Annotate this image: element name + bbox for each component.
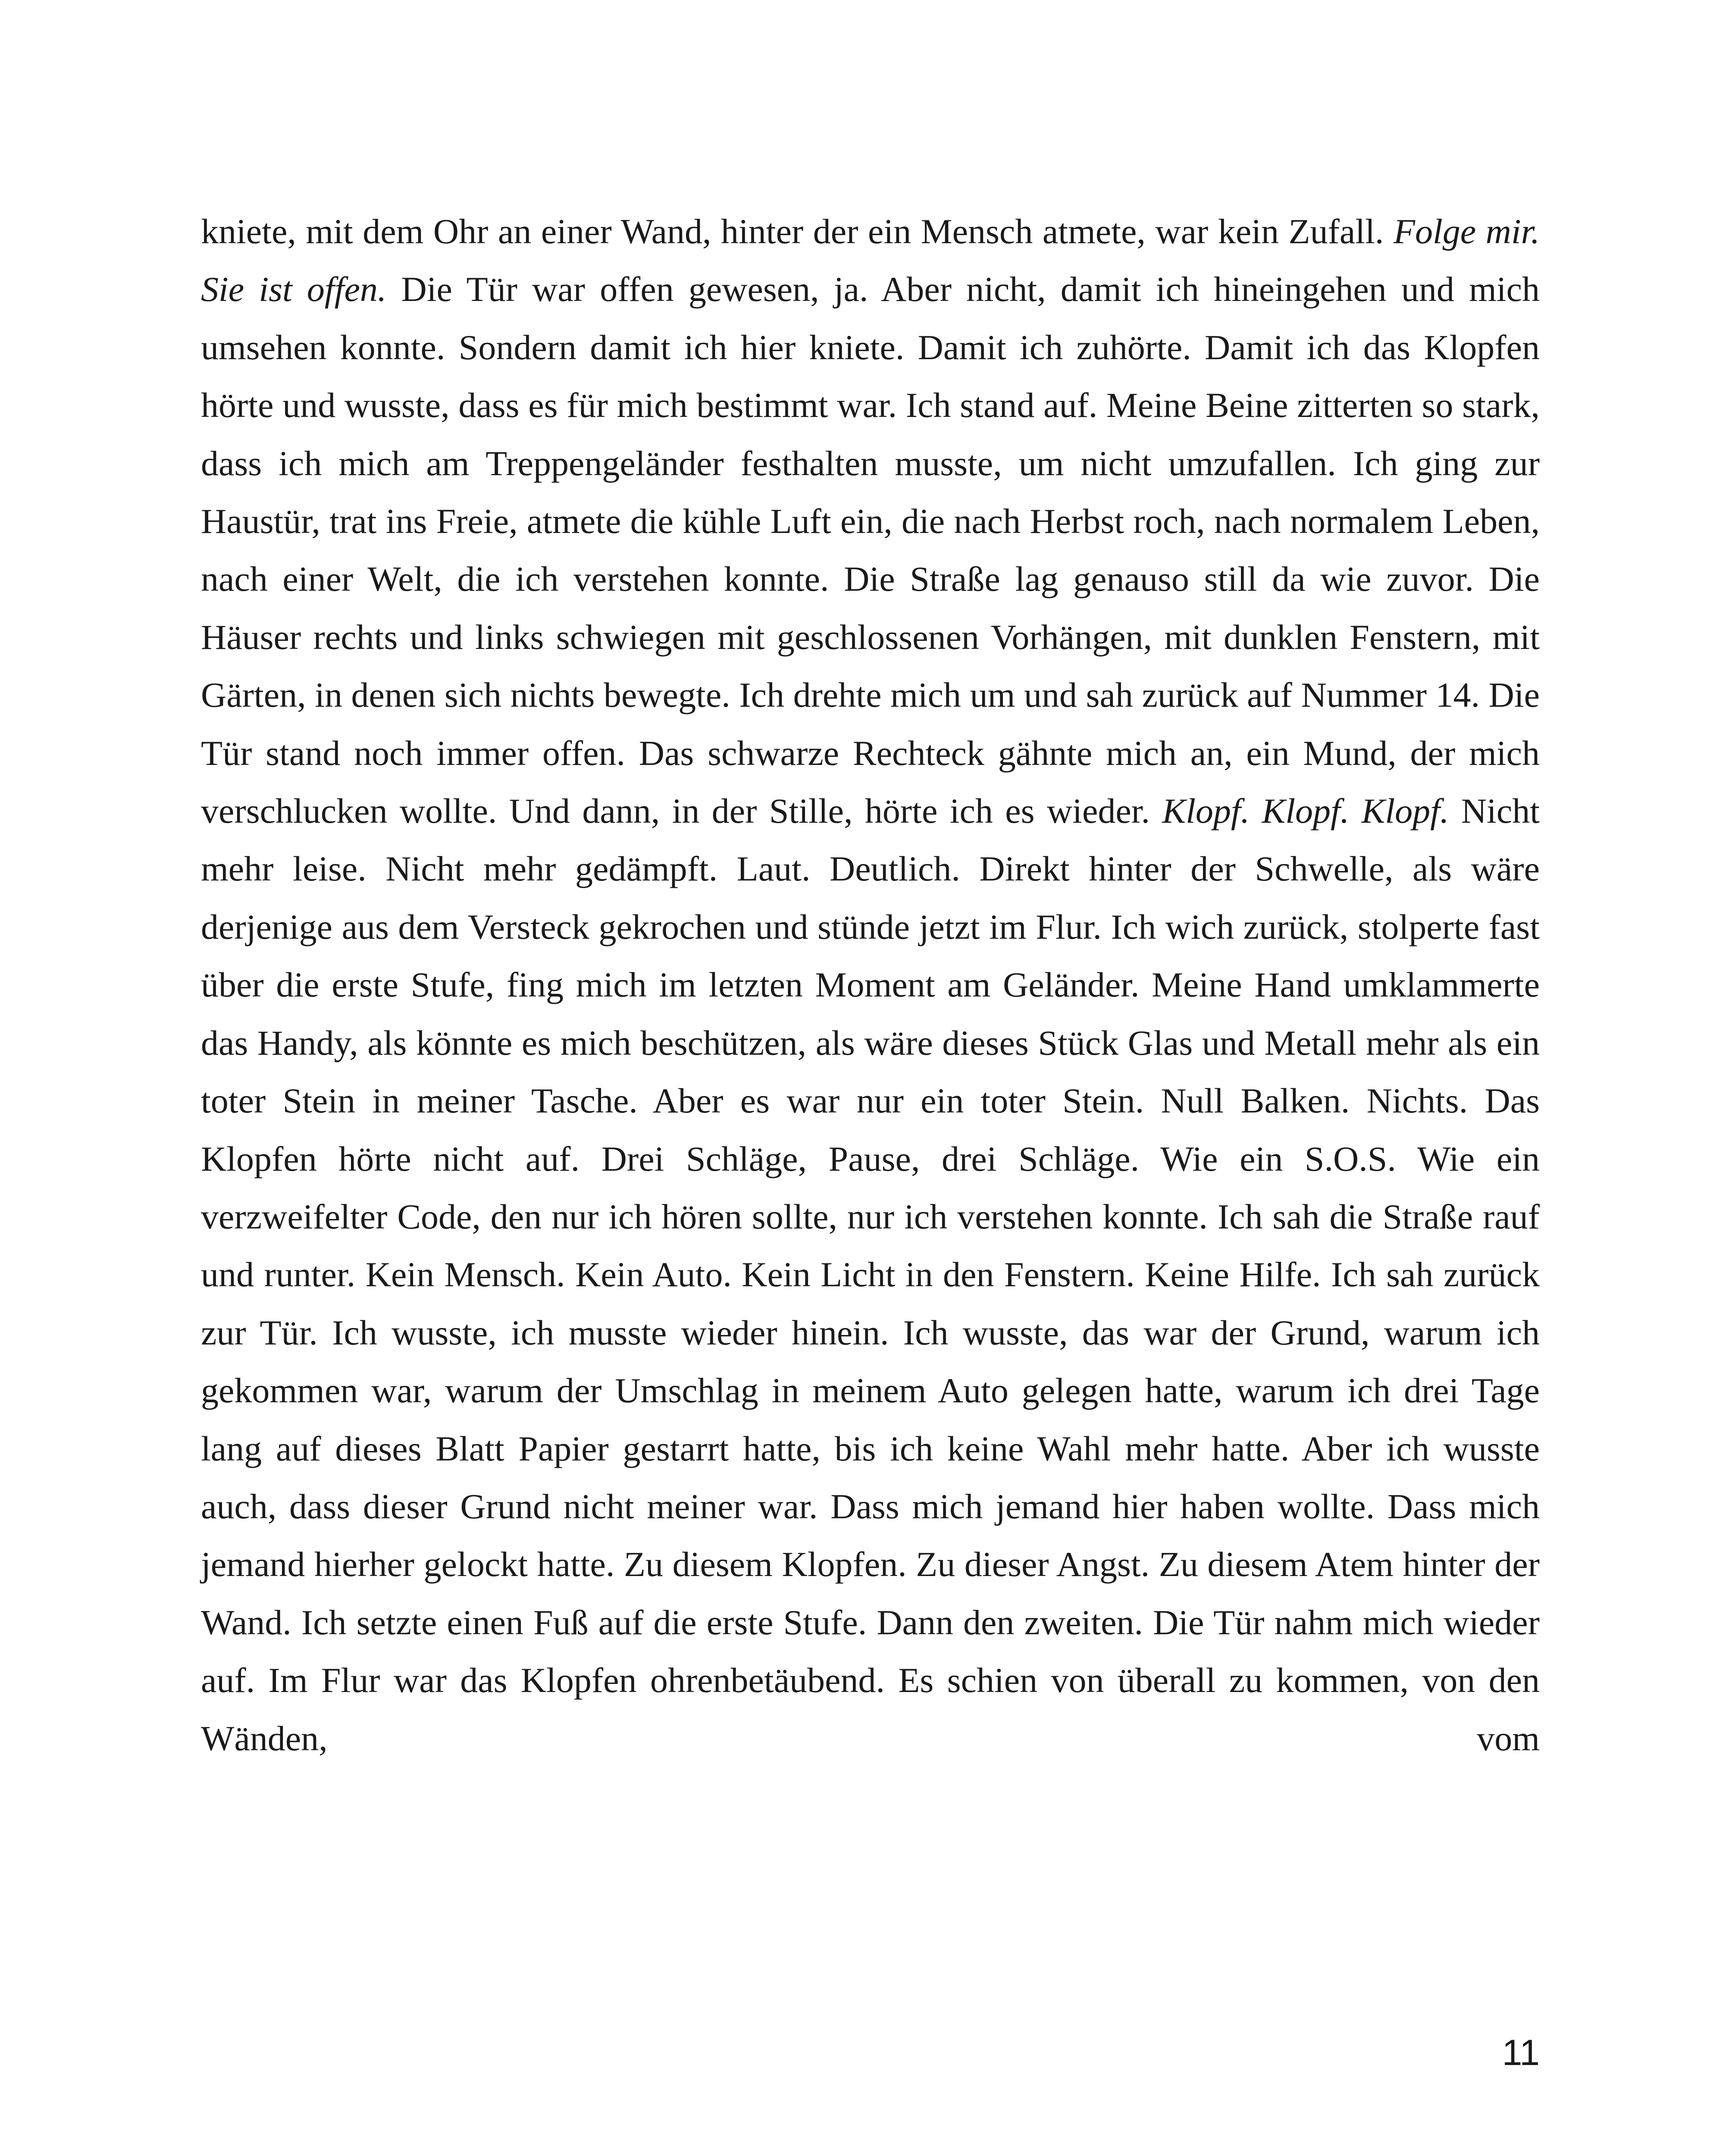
page-number: 11	[1502, 2032, 1540, 2073]
body-paragraph	[201, 203, 1540, 1767]
text-run-italic: Klopf. Klopf. Klopf.	[1162, 791, 1449, 831]
text-run: Die Tür war offen gewesen, ja. Aber nicht, damit ich hineingehen und mich umsehen konnte. Sondern damit ich hier kniete. Damit ich zuhörte. Damit ich das Klopfen hörte und wusste, dass es für mich bestimmt war. Ich stand auf. Meine Beine zitterten so stark, dass ich mich am Treppengeländer festhalten musste, um nicht umzufallen. Ich ging zur Haustür, trat ins Freie, atmete die kühle Luft ein, die nach Herbst roch, nach normalem Leben, nach einer Welt, die ich verstehen konnte. Die Straße lag genauso still da wie zuvor. Die Häuser rechts und links schwiegen mit geschlossenen Vorhängen, mit dunklen Fenstern, mit Gärten, in denen sich nichts bewegte. Ich drehte mich um und sah zurück auf Nummer 14. Die Tür stand noch immer offen. Das schwarze Rechteck gähnte mich an, ein Mund, der mich verschlucken wollte. Und dann, in der Stille, hörte ich es wieder.	[201, 270, 1540, 831]
text-run: Nicht mehr leise. Nicht mehr gedämpft. Laut. Deutlich. Direkt hinter der Schwelle, als wäre derjenige aus dem Versteck gekrochen und stünde jetzt im Flur. Ich wich zurück, stolperte fast über die erste Stufe, fing mich im letzten Moment am Geländer. Meine Hand umklammerte das Handy, als könnte es mich beschützen, als wäre dieses Stück Glas und Metall mehr als ein toter Stein in meiner Tasche. Aber es war nur ein toter Stein. Null Balken. Nichts. Das Klopfen hörte nicht auf. Drei Schläge, Pause, drei Schläge. Wie ein S.O.S. Wie ein verzweifelter Code, den nur ich hören sollte, nur ich verstehen konnte. Ich sah die Straße rauf und runter. Kein Mensch. Kein Auto. Kein Licht in den Fenstern. Keine Hilfe. Ich sah zurück zur Tür. Ich wusste, ich musste wieder hinein. Ich wusste, das war der Grund, warum ich gekommen war, warum der Umschlag in meinem Auto gelegen hatte, warum ich drei Tage lang auf dieses Blatt Papier gestarrt hatte, bis ich keine Wahl mehr hatte. Aber ich wusste auch, dass dieser Grund nicht meiner war. Dass mich jemand hier haben wollte. Dass mich jemand hierher gelockt hatte. Zu diesem Klopfen. Zu dieser Angst. Zu diesem Atem hinter der Wand. Ich setzte einen Fuß auf die erste Stufe. Dann den zweiten. Die Tür nahm mich wieder auf. Im Flur war das Klopfen ohrenbetäubend. Es schien von überall zu kommen, von den Wänden, vom	[201, 791, 1540, 1758]
text-run-italic: Folge mir. Sie ist offen.	[201, 212, 1540, 309]
text-run: kniete, mit dem Ohr an einer Wand, hinter der ein Mensch atmete, war kein Zufall.	[201, 212, 1394, 251]
